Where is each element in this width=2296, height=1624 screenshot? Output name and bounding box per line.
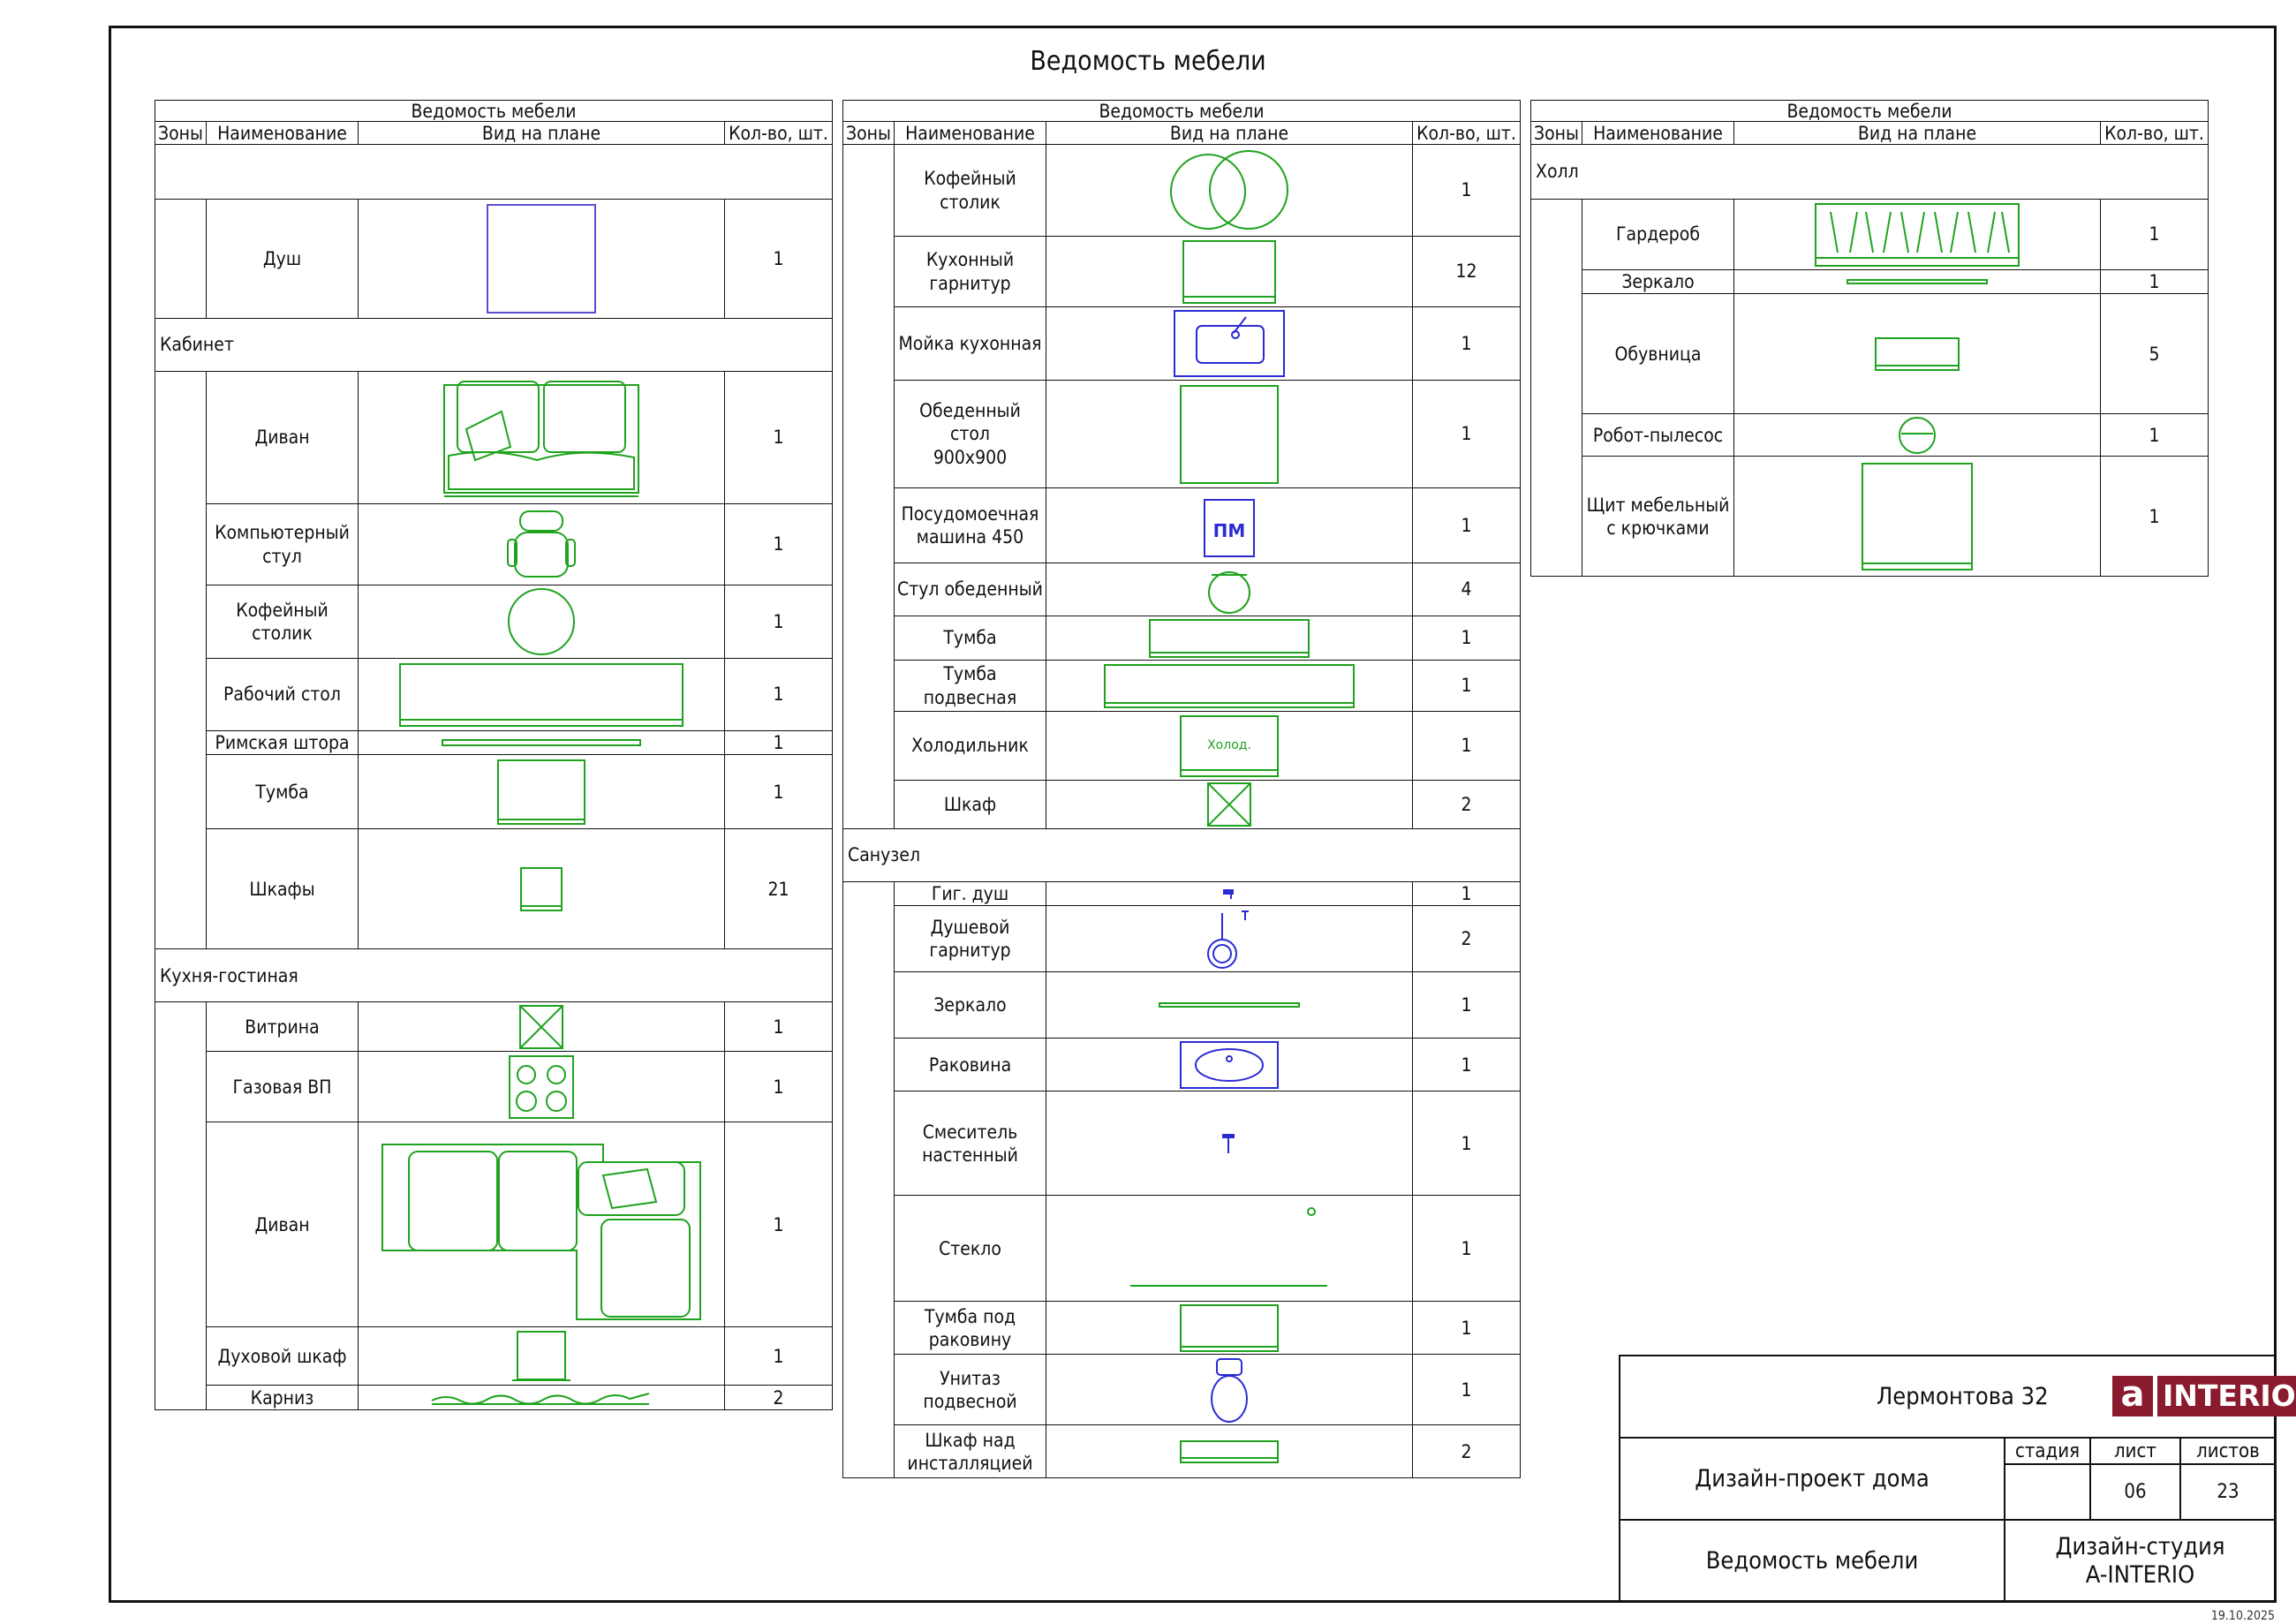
table-row — [155, 731, 833, 755]
table-row — [843, 712, 1521, 781]
low-cabinet-icon — [1046, 616, 1413, 661]
mirror-icon — [1046, 972, 1413, 1039]
shoe-rack-icon — [1734, 294, 2101, 414]
table-row — [1531, 294, 2209, 414]
item-qty: 1 — [2101, 457, 2209, 577]
table-row — [1531, 200, 2209, 270]
item-name: Карниз — [207, 1386, 359, 1410]
svg-text:Холод.: Холод. — [1207, 737, 1251, 752]
item-name: Римская штора — [207, 731, 359, 755]
item-qty: 1 — [1413, 1039, 1521, 1091]
schedule-table — [1530, 100, 2209, 577]
item-name: Мойка кухонная — [895, 307, 1046, 381]
col-header-zones: Зоны — [155, 122, 207, 145]
zone-indent-cell — [155, 200, 207, 319]
item-qty: 1 — [725, 1002, 833, 1052]
stamp-stage-label: стадия — [2004, 1437, 2091, 1465]
item-name: Шкаф над инсталляцией — [895, 1425, 1046, 1478]
table-row — [155, 504, 833, 585]
item-qty: 1 — [1413, 1091, 1521, 1196]
table-row — [155, 1386, 833, 1410]
square-table-icon — [1046, 381, 1413, 488]
item-qty: 21 — [725, 829, 833, 949]
print-date: 19.10.2025 — [2210, 1609, 2275, 1623]
table-row — [843, 972, 1521, 1039]
item-name: Зеркало — [895, 972, 1046, 1039]
table-caption: Ведомость мебели — [1531, 101, 2209, 122]
table-row — [843, 145, 1521, 237]
showcase-icon — [359, 1002, 725, 1052]
zone-row — [843, 829, 1521, 882]
table-row — [843, 1302, 1521, 1355]
furniture-table-2 — [842, 100, 1520, 1478]
title-block — [1619, 1355, 2296, 1603]
stamp-project: Дизайн-проект дома — [1619, 1437, 2005, 1521]
table-row — [843, 488, 1521, 563]
item-qty: 1 — [1413, 972, 1521, 1039]
table-row — [155, 372, 833, 504]
col-header-zones: Зоны — [1531, 122, 1582, 145]
item-name: Смеситель настенный — [895, 1091, 1046, 1196]
item-name: Тумба — [207, 755, 359, 829]
blind-icon — [359, 731, 725, 755]
table-row — [155, 659, 833, 731]
col-header-view: Вид на плане — [1734, 122, 2101, 145]
item-name: Стекло — [895, 1196, 1046, 1302]
vanity-icon — [1046, 1302, 1413, 1355]
mirror-icon — [1734, 270, 2101, 294]
double-round-table-icon — [1046, 145, 1413, 237]
stamp-stage — [2004, 1463, 2091, 1521]
item-name: Диван — [207, 372, 359, 504]
item-name: Холодильник — [895, 712, 1046, 781]
curtain-rod-icon — [359, 1386, 725, 1410]
col-header-qty: Кол-во, шт. — [1413, 122, 1521, 145]
item-qty: 1 — [2101, 270, 2209, 294]
item-qty: 1 — [725, 1052, 833, 1122]
svg-text:ПМ: ПМ — [1212, 520, 1246, 541]
item-name: Диван — [207, 1122, 359, 1327]
zone-name: Холл — [1531, 145, 2209, 200]
table-row — [843, 781, 1521, 829]
item-qty: 1 — [1413, 145, 1521, 237]
table-row — [843, 381, 1521, 488]
stamp-sheet-number: 06 — [2089, 1463, 2181, 1521]
table-row — [155, 1052, 833, 1122]
stamp-sheets-label: листов — [2179, 1437, 2277, 1465]
col-header-name: Наименование — [895, 122, 1046, 145]
table-row — [155, 200, 833, 319]
wall-cabinet-icon — [1046, 661, 1413, 712]
wall-mixer-icon — [1046, 1091, 1413, 1196]
item-name: Кофейный столик — [895, 145, 1046, 237]
zone-row — [1531, 145, 2209, 200]
item-name: Шкаф — [895, 781, 1046, 829]
item-qty: 1 — [725, 504, 833, 585]
kitchen-sink-icon — [1046, 307, 1413, 381]
zone-name: Санузел — [843, 829, 1521, 882]
table-row — [843, 237, 1521, 307]
item-qty: 1 — [725, 659, 833, 731]
item-name: Стул обеденный — [895, 563, 1046, 616]
item-qty: 1 — [725, 755, 833, 829]
table-row — [843, 661, 1521, 712]
gas-hob-icon — [359, 1052, 725, 1122]
item-qty: 1 — [725, 200, 833, 319]
office-chair-icon — [359, 504, 725, 585]
page-title: Ведомость мебели — [1030, 46, 1266, 77]
item-qty: 1 — [1413, 661, 1521, 712]
item-name: Душ — [207, 200, 359, 319]
table-row — [155, 829, 833, 949]
item-qty: 1 — [725, 372, 833, 504]
stamp-studio: Дизайн-студия A-INTERIO — [2004, 1519, 2277, 1603]
item-name: Витрина — [207, 1002, 359, 1052]
zone-name: Кабинет — [155, 319, 833, 372]
stamp-sheets-total: 23 — [2179, 1463, 2277, 1521]
robot-vacuum-icon — [1734, 414, 2101, 457]
dining-chair-icon — [1046, 563, 1413, 616]
item-qty: 1 — [1413, 488, 1521, 563]
shelf-icon — [1046, 1425, 1413, 1478]
item-name: Тумба под раковину — [895, 1302, 1046, 1355]
item-qty: 2 — [1413, 906, 1521, 972]
brand-logo — [2112, 1376, 2296, 1416]
table-row — [843, 1091, 1521, 1196]
item-name: Компьютерный стул — [207, 504, 359, 585]
nightstand-icon — [359, 755, 725, 829]
item-name: Робот-пылесос — [1582, 414, 1734, 457]
table-row — [843, 307, 1521, 381]
table-row — [843, 616, 1521, 661]
table-row — [843, 1355, 1521, 1425]
col-header-qty: Кол-во, шт. — [2101, 122, 2209, 145]
item-qty: 1 — [725, 585, 833, 659]
item-name: Посудомоечная машина 450 — [895, 488, 1046, 563]
logo-wordmark: INTERIO — [2157, 1376, 2296, 1416]
table-row — [155, 1122, 833, 1327]
kitchen-unit-icon — [1046, 237, 1413, 307]
col-header-zones: Зоны — [843, 122, 895, 145]
zone-indent-cell — [155, 372, 207, 949]
item-name: Рабочий стол — [207, 659, 359, 731]
table-row — [843, 1196, 1521, 1302]
item-name: Тумба подвесная — [895, 661, 1046, 712]
dishwasher-icon — [1046, 488, 1413, 563]
wardrobe-icon — [1734, 200, 2101, 270]
item-name: Кофейный столик — [207, 585, 359, 659]
table-row — [155, 1327, 833, 1386]
table-row — [843, 563, 1521, 616]
zone-name: Кухня-гостиная — [155, 949, 833, 1002]
table-row — [1531, 414, 2209, 457]
col-header-name: Наименование — [207, 122, 359, 145]
stamp-sheet-label: лист — [2089, 1437, 2181, 1465]
col-header-view: Вид на плане — [359, 122, 725, 145]
logo-mark: a — [2112, 1376, 2153, 1416]
item-name: Унитаз подвесной — [895, 1355, 1046, 1425]
zone-row — [155, 949, 833, 1002]
zone-indent-cell — [843, 882, 895, 1478]
hygienic-shower-icon — [1046, 882, 1413, 906]
table-caption: Ведомость мебели — [843, 101, 1521, 122]
item-qty: 1 — [1413, 616, 1521, 661]
table-row — [1531, 270, 2209, 294]
item-qty: 1 — [1413, 1355, 1521, 1425]
item-qty: 1 — [1413, 712, 1521, 781]
stamp-sheet-title: Ведомость мебели — [1619, 1519, 2005, 1603]
item-qty: 1 — [2101, 200, 2209, 270]
oven-icon — [359, 1327, 725, 1386]
item-qty: 1 — [725, 731, 833, 755]
item-qty: 2 — [1413, 781, 1521, 829]
round-table-icon — [359, 585, 725, 659]
item-name: Щит мебельный с крючками — [1582, 457, 1734, 577]
schedule-table — [155, 100, 833, 1410]
cabinet-icon — [359, 829, 725, 949]
item-qty: 2 — [1413, 1425, 1521, 1478]
item-name: Гардероб — [1582, 200, 1734, 270]
table-caption: Ведомость мебели — [155, 101, 833, 122]
item-qty: 1 — [725, 1122, 833, 1327]
hook-board-icon — [1734, 457, 2101, 577]
col-header-name: Наименование — [1582, 122, 1734, 145]
table-row — [1531, 457, 2209, 577]
table-row — [843, 1425, 1521, 1478]
item-name: Душевой гарнитур — [895, 906, 1046, 972]
item-qty: 1 — [1413, 307, 1521, 381]
table-row — [843, 906, 1521, 972]
schedule-table — [842, 100, 1521, 1478]
table-row — [155, 585, 833, 659]
glass-panel-icon — [1046, 1196, 1413, 1302]
toilet-icon — [1046, 1355, 1413, 1425]
item-qty: 1 — [2101, 414, 2209, 457]
item-qty: 1 — [725, 1327, 833, 1386]
zone-row — [155, 319, 833, 372]
item-qty: 5 — [2101, 294, 2209, 414]
table-row-empty — [155, 145, 833, 200]
cupboard-icon — [1046, 781, 1413, 829]
desk-icon — [359, 659, 725, 731]
washbasin-icon — [1046, 1039, 1413, 1091]
zone-indent-cell — [155, 1002, 207, 1410]
item-name: Зеркало — [1582, 270, 1734, 294]
shower-set-icon — [1046, 906, 1413, 972]
furniture-table-1 — [155, 100, 832, 1410]
stamp-address: Лермонтова 32 — [1877, 1383, 2049, 1410]
col-header-qty: Кол-во, шт. — [725, 122, 833, 145]
item-qty: 1 — [1413, 1196, 1521, 1302]
shower-tray-icon — [359, 200, 725, 319]
stamp-address-cell — [1619, 1355, 2296, 1439]
col-header-view: Вид на плане — [1046, 122, 1413, 145]
table-row — [843, 1039, 1521, 1091]
fridge-icon — [1046, 712, 1413, 781]
item-name: Шкафы — [207, 829, 359, 949]
item-name: Обувница — [1582, 294, 1734, 414]
item-qty: 1 — [1413, 882, 1521, 906]
item-name: Обеденный стол 900х900 — [895, 381, 1046, 488]
table-row — [843, 882, 1521, 906]
corner-sofa-icon — [359, 1122, 725, 1327]
item-qty: 12 — [1413, 237, 1521, 307]
furniture-table-3 — [1530, 100, 2208, 577]
zone-indent-cell — [1531, 200, 1582, 577]
item-name: Гиг. душ — [895, 882, 1046, 906]
item-qty: 1 — [1413, 1302, 1521, 1355]
item-qty: 1 — [1413, 381, 1521, 488]
item-name: Раковина — [895, 1039, 1046, 1091]
item-name: Духовой шкаф — [207, 1327, 359, 1386]
item-name: Тумба — [895, 616, 1046, 661]
zone-indent-cell — [843, 145, 895, 829]
sofa-icon — [359, 372, 725, 504]
item-qty: 4 — [1413, 563, 1521, 616]
item-name: Кухонный гарнитур — [895, 237, 1046, 307]
item-name: Газовая ВП — [207, 1052, 359, 1122]
table-row — [155, 1002, 833, 1052]
item-qty: 2 — [725, 1386, 833, 1410]
table-row — [155, 755, 833, 829]
